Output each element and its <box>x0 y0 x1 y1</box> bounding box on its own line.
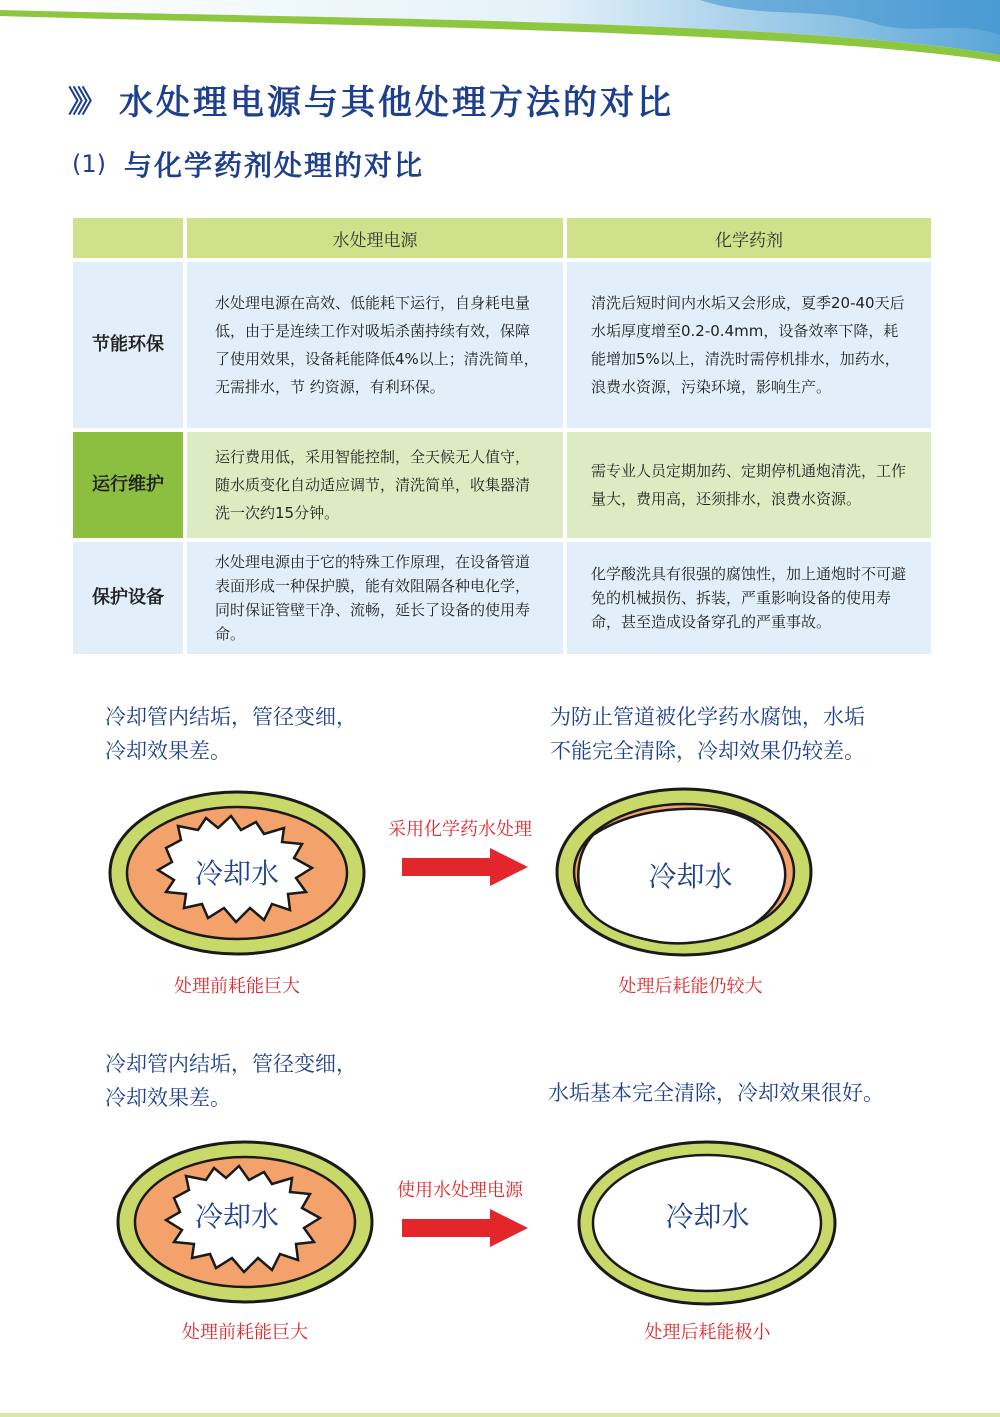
row-label: 保护设备 <box>73 542 183 654</box>
result-after-1: 处理后耗能仍较大 <box>618 976 763 997</box>
arrow-right-icon <box>402 848 528 886</box>
cell-chemical: 清洗后短时间内水垢又会形成，夏季20-40天后水垢厚度增至0.2-0.4mm，设备效率下降，耗能增加5%以上，清洗时需停机排水，加药水，浪费水资源，污染环境，影响生产。 <box>567 262 931 428</box>
header-chemical: 化学药剂 <box>567 218 931 258</box>
header-corner <box>73 218 183 258</box>
table-row <box>73 262 931 428</box>
arrow-right-icon <box>402 1209 528 1247</box>
heading-marks: 》》 <box>68 85 101 120</box>
section-title: 与化学药剂处理的对比 <box>124 149 425 182</box>
result-after-2: 处理后耗能极小 <box>644 1322 771 1343</box>
table-row <box>73 542 931 654</box>
cell-chemical: 需专业人员定期加药、定期停机通炮清洗，工作量大，费用高，还须排水，浪费水资源。 <box>567 432 931 538</box>
caption-after-2: 水垢基本完全清除，冷却效果很好。 <box>548 1081 884 1105</box>
section-heading <box>72 142 424 186</box>
water-label: 冷却水 <box>194 1200 279 1233</box>
row-label: 节能环保 <box>73 262 183 428</box>
section-number: (1) <box>72 150 106 178</box>
row-label: 运行维护 <box>73 432 183 538</box>
result-before-2: 处理前耗能巨大 <box>182 1322 308 1343</box>
table-row <box>73 432 931 538</box>
water-label: 冷却水 <box>194 857 279 890</box>
caption-after-1: 为防止管道被化学药水腐蚀，水垢 不能完全清除，冷却效果仍较差。 <box>550 705 865 763</box>
comparison-table <box>69 214 935 658</box>
bottom-border <box>0 1413 1000 1417</box>
arrow-label-chemical: 采用化学药水处理 <box>388 819 532 840</box>
cell-power: 运行费用低，采用智能控制，全天候无人值守，随水质变化自动适应调节，清洗简单，收集器清洗一次约15分钟。 <box>187 432 563 538</box>
result-before-1: 处理前耗能巨大 <box>174 976 300 997</box>
cell-chemical: 化学酸洗具有很强的腐蚀性，加上通炮时不可避免的机械损伤、拆装，严重影响设备的使用寿命，甚至造成设备穿孔的严重事故。 <box>567 542 931 654</box>
cell-power: 水处理电源由于它的特殊工作原理，在设备管道表面形成一种保护膜，能有效阻隔各种电化学，同时保证管壁干净、流畅，延长了设备的使用寿命。 <box>187 542 563 654</box>
page-heading <box>68 74 674 124</box>
caption-before-1: 冷却管内结垢，管径变细， 冷却效果差。 <box>105 705 357 763</box>
water-label: 冷却水 <box>665 1200 750 1233</box>
arrow-label-power: 使用水处理电源 <box>397 1180 523 1201</box>
header-power: 水处理电源 <box>187 218 563 258</box>
page-title: 水处理电源与其他处理方法的对比 <box>119 82 674 123</box>
water-label: 冷却水 <box>648 860 733 893</box>
table-header-row <box>73 218 931 258</box>
caption-before-2: 冷却管内结垢，管径变细， 冷却效果差。 <box>105 1052 357 1110</box>
cell-power: 水处理电源在高效、低能耗下运行，自身耗电量低，由于是连续工作对吸垢杀菌持续有效，保障了使用效果，设备耗能降低4%以上；清洗简单，无需排水，节 约资源，有利环保。 <box>187 262 563 428</box>
